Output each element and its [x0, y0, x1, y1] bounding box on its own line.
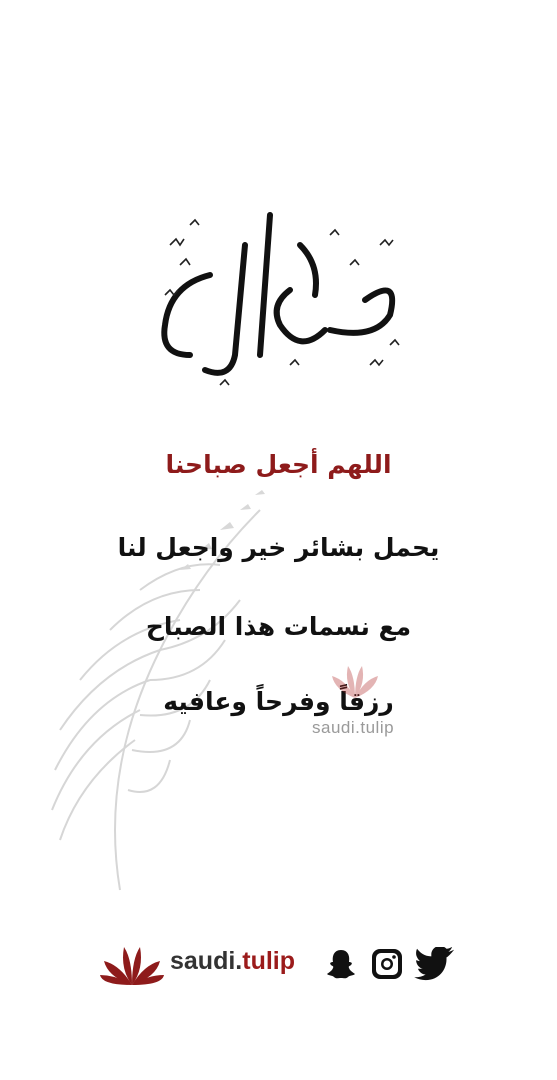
text-line-four: رزقاً وفرحاً وعافيه	[163, 687, 394, 716]
center-watermark	[300, 658, 440, 748]
twitter-icon[interactable]	[414, 947, 454, 981]
snapchat-icon[interactable]	[324, 947, 358, 981]
instagram-icon[interactable]	[370, 947, 404, 981]
text-line-three: مع نسمات هذا الصباح	[145, 612, 412, 641]
footer-social-bar	[0, 935, 557, 995]
prayer-heading: اللهم أجعل صباحنا	[165, 450, 392, 479]
footer-handle-part2: tulip	[242, 947, 296, 975]
text-line-two: يحمل بشائر خير واجعل لنا	[117, 533, 440, 562]
calligraphy-emblem-icon	[150, 205, 410, 395]
footer-handle[interactable]	[170, 947, 295, 976]
footer-handle-part1: saudi.	[170, 947, 243, 975]
watermark-handle: saudi.tulip	[312, 718, 395, 737]
tulip-logo-icon	[100, 941, 164, 989]
tulip-watermark-icon	[330, 658, 380, 703]
